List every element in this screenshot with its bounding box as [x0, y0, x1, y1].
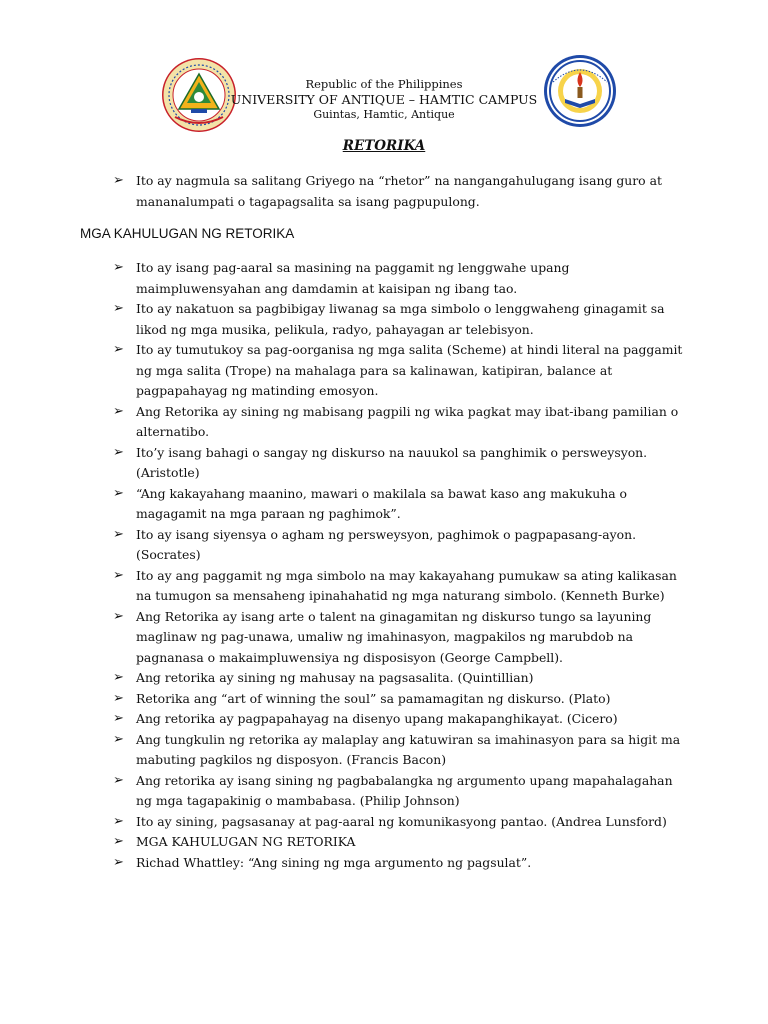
- list-item: [110, 607, 685, 669]
- list-item-text: Ito ay nakatuon sa pagbibigay liwanag sa mga simbolo o lenggwaheng ginagamit sa likod ng mga musika, pelikula, radyo, pahayagan ar telebisyon.: [136, 301, 665, 337]
- arrow-bullet-icon: ➢: [113, 260, 124, 275]
- list-item: [110, 668, 685, 689]
- arrow-bullet-icon: ➢: [113, 444, 124, 460]
- list-item-text: Ang retorika ay pagpapahayag na disenyo upang makapanghikayat. (Cicero): [136, 711, 618, 726]
- arrow-bullet-icon: ➢: [113, 608, 124, 624]
- list-item: [110, 812, 685, 833]
- arrow-bullet-icon: ➢: [113, 772, 124, 788]
- list-item: [110, 299, 685, 340]
- list-item-text: MGA KAHULUGAN NG RETORIKA: [136, 834, 356, 849]
- list-item-text: Ang Retorika ay isang arte o talent na ginagamitan ng diskurso tungo sa layuning maglinaw ng pag-unawa, umaliw ng imahinasyon, magpakilos ng marubdob na pagnanasa o makaimpluwensiya ng disposisyon (George Campbell).: [136, 608, 652, 665]
- list-item-text: Richad Whattley: “Ang sining ng mga argumento ng pagsulat”.: [136, 854, 532, 870]
- list-item: [110, 443, 685, 484]
- list-item-text: Ito ay ang paggamit ng mga simbolo na may kakayahang pumukaw sa ating kalikasan na tumugon sa mensaheng ipinahahatid ng mga naturang simbolo. (Kenneth Burke): [136, 567, 677, 603]
- arrow-bullet-icon: ➢: [113, 526, 124, 542]
- arrow-bullet-icon: ➢: [113, 670, 124, 685]
- list-item-text: Retorika ang “art of winning the soul” sa pamamagitan ng diskurso. (Plato): [136, 690, 611, 706]
- republic-line: Republic of the Philippines: [305, 77, 463, 91]
- list-item: [110, 525, 685, 566]
- list-item: [110, 689, 685, 710]
- list-item-text: Ito ay isang siyensya o agham ng persweysyon, paghimok o pagpapasang-ayon. (Socrates): [136, 526, 637, 562]
- arrow-bullet-icon: ➢: [113, 342, 124, 357]
- document-title: RETORIKA: [342, 138, 426, 154]
- list-item-text: Ang retorika ay sining ng mahusay na pagsasalita. (Quintillian): [136, 670, 534, 685]
- list-item: [110, 853, 685, 874]
- list-item: [110, 832, 685, 853]
- list-item-text: Ang Retorika ay sining ng mabisang pagpili ng wika pagkat may ibat-ibang pamilian o alternatibo.: [136, 403, 679, 439]
- arrow-bullet-icon: ➢: [113, 690, 124, 706]
- arrow-bullet-icon: ➢: [113, 485, 124, 501]
- arrow-bullet-icon: ➢: [113, 834, 124, 849]
- list-item: [110, 402, 685, 443]
- university-name: UNIVERSITY OF ANTIQUE – HAMTIC CAMPUS: [230, 92, 538, 107]
- arrow-bullet-icon: ➢: [113, 731, 124, 747]
- arrow-bullet-icon: ➢: [113, 173, 124, 188]
- list-item-text: Ito ay isang pag-aaral sa masining na paggamit ng lenggwahe upang maimpluwensyahan ang damdamin at kaisipan ng ibang tao.: [136, 260, 570, 296]
- arrow-bullet-icon: ➢: [113, 567, 124, 583]
- definitions-list: [110, 258, 685, 873]
- letterhead: [200, 77, 568, 122]
- list-item: [110, 771, 685, 812]
- list-item: [110, 258, 685, 299]
- list-item: [110, 340, 685, 402]
- arrow-bullet-icon: ➢: [113, 403, 124, 419]
- list-item: [110, 484, 685, 525]
- list-item: [110, 171, 685, 212]
- intro-list: [110, 171, 685, 212]
- list-item-text: Ang tungkulin ng retorika ay malaplay ang katuwiran sa imahinasyon para sa higit ma mabuting pagkilos ng disposyon. (Francis Bacon): [136, 731, 681, 767]
- section-heading: MGA KAHULUGAN NG RETORIKA: [80, 226, 295, 241]
- list-item-text: “Ang kakayahang maanino, mawari o makilala sa bawat kaso ang makukuha o magagamit na mga paraan ng paghimok”.: [136, 485, 627, 521]
- list-item-text: Ito ay sining, pagsasanay at pag-aaral ng komunikasyong pantao. (Andrea Lunsford): [136, 813, 667, 829]
- list-item: [110, 566, 685, 607]
- list-item-text: Ito’y isang bahagi o sangay ng diskurso na nauukol sa panghimik o persweysyon. (Aristotle): [136, 444, 648, 480]
- arrow-bullet-icon: ➢: [113, 711, 124, 726]
- list-item: [110, 730, 685, 771]
- arrow-bullet-icon: ➢: [113, 301, 124, 316]
- arrow-bullet-icon: ➢: [113, 854, 124, 870]
- campus-address: Guintas, Hamtic, Antique: [313, 108, 455, 121]
- list-item: [110, 709, 685, 730]
- list-item-text: Ito ay nagmula sa salitang Griyego na “rhetor” na nangangahulugang isang guro at mananalumpati o tagapagsalita sa isang pagpupulong.: [136, 173, 662, 209]
- list-item-text: Ito ay tumutukoy sa pag-oorganisa ng mga salita (Scheme) at hindi literal na paggamit ng mga salita (Trope) na mahalaga para sa kalinawan, katipiran, balance at pagpapahayag ng matinding emosyon.: [136, 342, 683, 398]
- list-item-text: Ang retorika ay isang sining ng pagbabalangka ng argumento upang mapahalagahan ng mga tagapakinig o mambabasa. (Philip Johnson): [136, 772, 673, 808]
- arrow-bullet-icon: ➢: [113, 813, 124, 829]
